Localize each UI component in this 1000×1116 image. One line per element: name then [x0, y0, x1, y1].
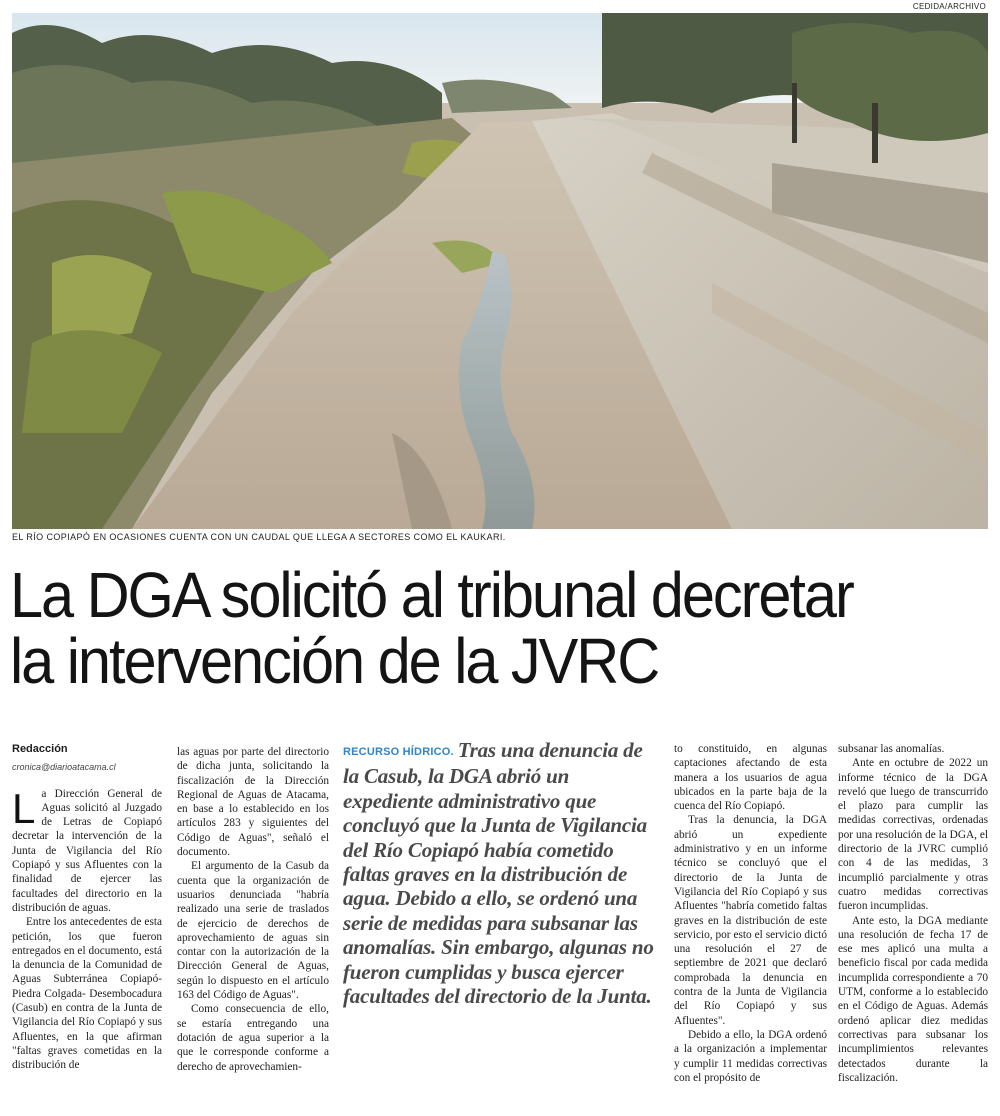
paragraph: Tras la denuncia, la DGA abrió un expediente administrativo y en un informe técnico se concluyó que el directorio de la Junta de Vigilancia del Río Copiapó y sus Afluentes "habría cometido faltas graves en la distribución de este servicio, por esto el servicio dictó una resolución el 27 de septiembre de 2021 que declaró comprobada la denuncia en contra de la Junta de Vigilancia del Río Copiapó y sus Afluentes". — [674, 814, 827, 1027]
river-photo-illustration — [12, 13, 988, 529]
paragraph: Ante en octubre de 2022 un informe técnico de la DGA reveló que luego de transcurrido el plazo para cumplir las medidas correctivas, ordenadas por una resolución de la DGA, el directorio de la JVRC cumplió con 4 de las medidas, 3 incumplió parcialmente y otras cuatro medidas correctivas fueron incumplidas. — [838, 757, 988, 913]
article-column-2 — [177, 745, 329, 1074]
headline-line-1: La DGA solicitó al tribunal decretar — [10, 559, 853, 631]
article-column-4 — [674, 742, 827, 1085]
paragraph-text: a Dirección General de Aguas solicitó al Juzgado de Letras de Copiapó decretar la intervención de la Junta de Vigilancia del Río Copiapó y sus Afluentes con la finalidad de ejercer las facultades del directorio en la distribución de aguas. — [12, 787, 162, 914]
paragraph: to constituido, en algunas captaciones afectando de esta manera a los usuarios de agua ubicados en la parte baja de la cuenca del Río Copiapó. — [674, 743, 827, 813]
paragraph: Como consecuencia de ello, se estaría entregando una dotación de agua superior a la que le corresponde conforme a derecho de aprovechamien- — [177, 1003, 329, 1073]
paragraph — [12, 784, 162, 916]
photo-caption: EL RÍO COPIAPÓ EN OCASIONES CUENTA CON UN CAUDAL QUE LLEGA A SECTORES COMO EL KAUKARI. — [12, 532, 506, 542]
byline-author: Redacción — [12, 743, 68, 755]
headline — [10, 559, 921, 697]
paragraph: las aguas por parte del directorio de dicha junta, solicitando la fiscalización de la Dirección Regional de Aguas de Atacama, en base a lo establecido en los artículos 283 y siguientes del Código de Aguas", señaló el documento. — [177, 746, 329, 859]
photo-credit: CEDIDA/ARCHIVO — [912, 2, 986, 11]
headline-line-2: la intervención de la JVRC — [10, 625, 659, 697]
drop-cap: L — [12, 784, 36, 832]
paragraph: subsanar las anomalías. — [838, 743, 945, 755]
article-column-1 — [12, 742, 162, 1073]
section-kicker: RECURSO HÍDRICO. — [343, 746, 454, 758]
byline-email: cronica@diarioatacama.cl — [12, 762, 116, 773]
lead-summary — [343, 738, 655, 1008]
paragraph: Ante esto, la DGA mediante una resolución de fecha 17 de ese mes aplicó una multa a beneficio fiscal por cada medida incumplida correspondiente a 70 UTM, conforme a lo establecido en el Código de Aguas. Además ordenó aplicar diez medidas correctivas para subsanar los incumplimientos relevantes detectados durante la fiscalización. — [838, 914, 988, 1084]
paragraph: Entre los antecedentes de esta petición, los que fueron entregados en el documento, está la denuncia de la Comunidad de Aguas Subterránea Copiapó-Piedra Colgada- Desembocadura (Casub) en contra de la Junta de Vigilancia del Río Copiapó y sus Afluentes, en la que afirman "faltas graves cometidas en la distribución de — [12, 916, 162, 1072]
paragraph: Debido a ello, la DGA ordenó a la organización a implementar y cumplir 11 medidas correctivas con el propósito de — [674, 1028, 827, 1084]
article-column-5 — [838, 742, 988, 1085]
river-photo — [12, 13, 988, 529]
paragraph: El argumento de la Casub da cuenta que la organización de usuarios denunciada "habría realizado una serie de traslados de ejercicio de derechos de aprovechamiento de aguas sin contar con la autorización de la Dirección General de Aguas, según lo dispuesto en el artículo 163 del Código de Aguas". — [177, 860, 329, 1002]
lead-text: Tras una denuncia de la Casub, la DGA abrió un expediente administrativo que concluyó que la Junta de Vigilancia del Río Copiapó había cometido faltas graves en la distribución de agua. Debido a ello, se ordenó una serie de medidas para subsanar las anomalías. Sin embargo, algunas no fueron cumplidas y busca ejercer facultades del directorio de la Junta. — [343, 738, 654, 1009]
